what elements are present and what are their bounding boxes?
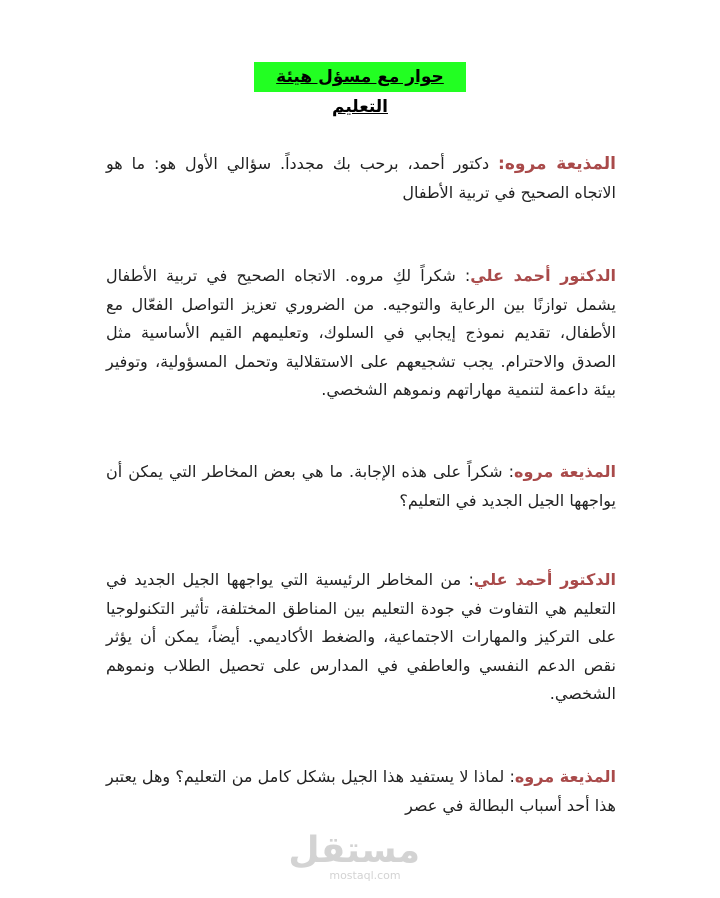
dialogue-text: : لماذا لا يستفيد هذا الجيل بشكل كامل من التعليم؟ وهل يعتبر هذا أحد أسباب البطالة في عصر <box>106 767 616 815</box>
dialogue-text: : من المخاطر الرئيسية التي يواجهها الجيل الجديد في التعليم هي التفاوت في جودة التعليم بين المناطق المختلفة، تأثير التكنولوجيا على التركيز والمهارات الاجتماعية، والضغط الأكاديمي. أيضاً، يمكن أن يؤثر نقص الدعم النفسي والعاطفي في المدارس على تحصيل الطلاب ونموهم الشخصي. <box>106 570 616 703</box>
dialogue-paragraph <box>106 150 616 207</box>
dialogue-text: : شكراً لكِ مروه. الاتجاه الصحيح في تربية الأطفال يشمل توازنًا بين الرعاية والتوجيه. من الضروري تعزيز التواصل الفعّال مع الأطفال، تقديم نموذج إيجابي في السلوك، وتعليمهم القيم الأساسية مثل الصدق والاحترام. يجب تشجيعهم على الاستقلالية وتحمل المسؤولية، وتوفير بيئة داعمة لتنمية مهاراتهم ونموهم الشخصي. <box>106 266 616 399</box>
speaker-name: المذيعة مروه <box>514 767 616 786</box>
speaker-name: المذيعة مروه <box>514 462 616 481</box>
dialogue-text: دكتور أحمد، برحب بك مجدداً. سؤالي الأول هو: ما هو الاتجاه الصحيح في تربية الأطفال <box>106 154 616 202</box>
document-title: حوار مع مسؤل هيئة التعليم <box>254 62 466 92</box>
dialogue-text: : شكراً على هذه الإجابة. ما هي بعض المخاطر التي يمكن أن يواجهها الجيل الجديد في التعليم؟ <box>106 462 616 510</box>
speaker-name: الدكتور أحمد علي <box>470 266 616 285</box>
dialogue-paragraph <box>106 566 616 709</box>
watermark-logo: مستقل <box>288 830 420 871</box>
speaker-name: المذيعة مروه: <box>498 154 617 174</box>
dialogue-paragraph <box>106 763 616 820</box>
watermark <box>288 830 420 882</box>
dialogue-paragraph <box>106 262 616 405</box>
watermark-url: mostaql.com <box>329 869 401 882</box>
dialogue-paragraph <box>106 458 616 515</box>
speaker-name: الدكتور أحمد علي <box>473 570 616 589</box>
